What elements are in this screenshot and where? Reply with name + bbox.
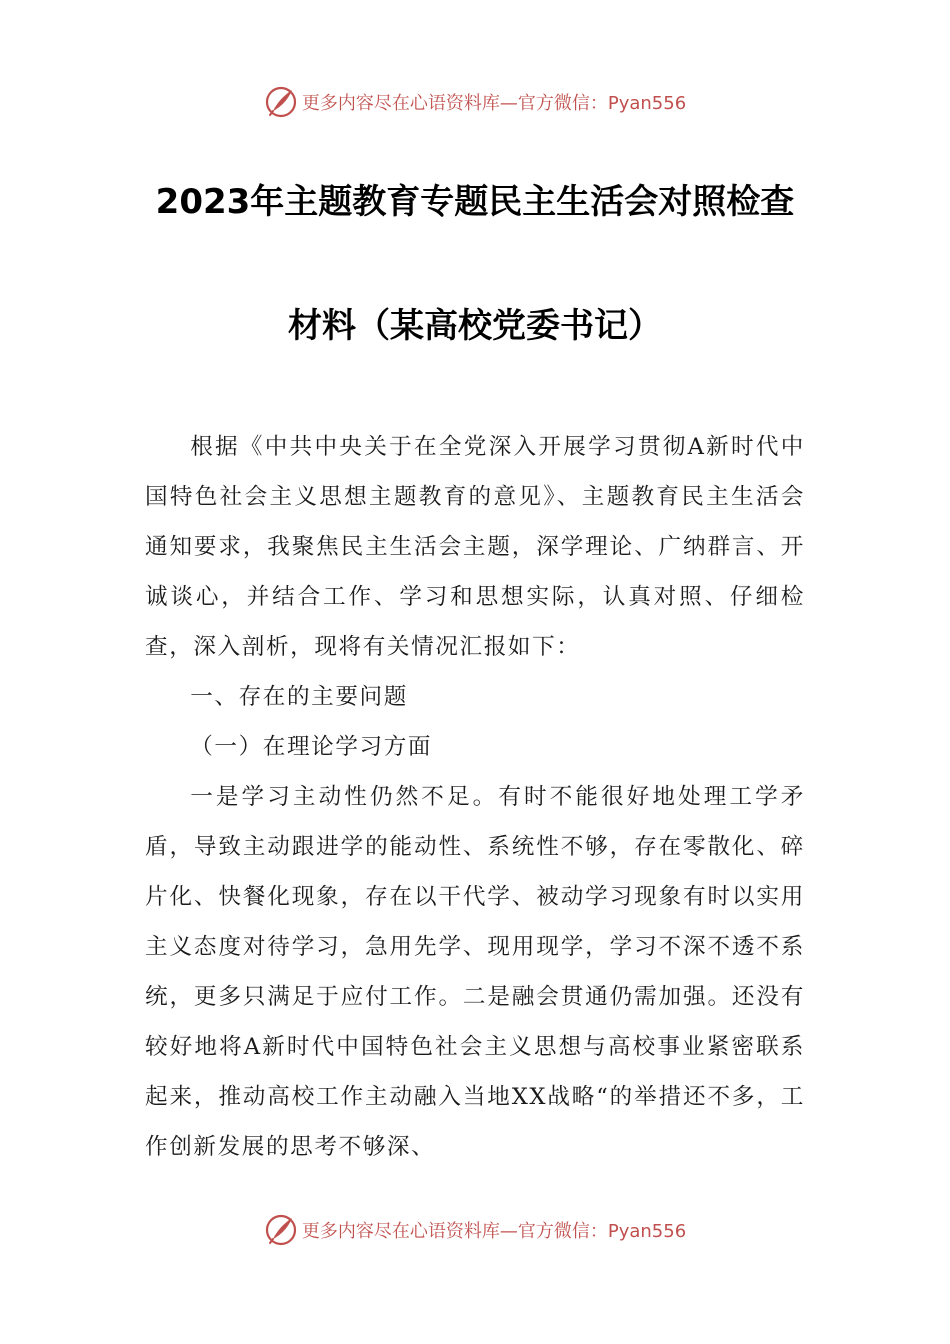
watermark-text: 更多内容尽在心语资料库—官方微信：Pyan556 [301, 1221, 687, 1242]
subsection-heading: （一）在理论学习方面 [190, 734, 433, 760]
watermark-text: 更多内容尽在心语资料库—官方微信：Pyan556 [301, 93, 687, 114]
watermark-footer [0, 1212, 950, 1248]
watermark-header [0, 84, 950, 120]
quill-logo-icon [264, 85, 298, 119]
quill-logo-icon [264, 1213, 298, 1247]
document-body [145, 422, 805, 1172]
section-heading: 一、存在的主要问题 [190, 684, 408, 710]
paragraph-theory-study: 一是学习主动性仍然不足。有时不能很好地处理工学矛盾，导致主动跟进学的能动性、系统性不够，存在零散化、碎片化、快餐化现象，存在以干代学、被动学习现象有时以实用主义态度对待学习，急用先学、现用现学，学习不深不透不系统，更多只满足于应付工作。二是融会贯通仍需加强。还没有较好地将A新时代中国特色社会主义思想与高校事业紧密联系起来，推动高校工作主动融入当地XX战略“的举措还不多，工作创新发展的思考不够深、 [145, 784, 805, 1160]
paragraph-intro: 根据《中共中央关于在全党深入开展学习贯彻A新时代中国特色社会主义思想主题教育的意见》、主题教育民主生活会通知要求，我聚焦民主生活会主题，深学理论、广纳群言、开诚谈心，并结合工作、学习和思想实际，认真对照、仔细检查，深入剖析，现将有关情况汇报如下： [145, 434, 805, 660]
document-title-line-1: 2023年主题教育专题民主生活会对照检查 [155, 182, 795, 222]
document-title-line-2: 材料（某高校党委书记） [288, 306, 662, 346]
